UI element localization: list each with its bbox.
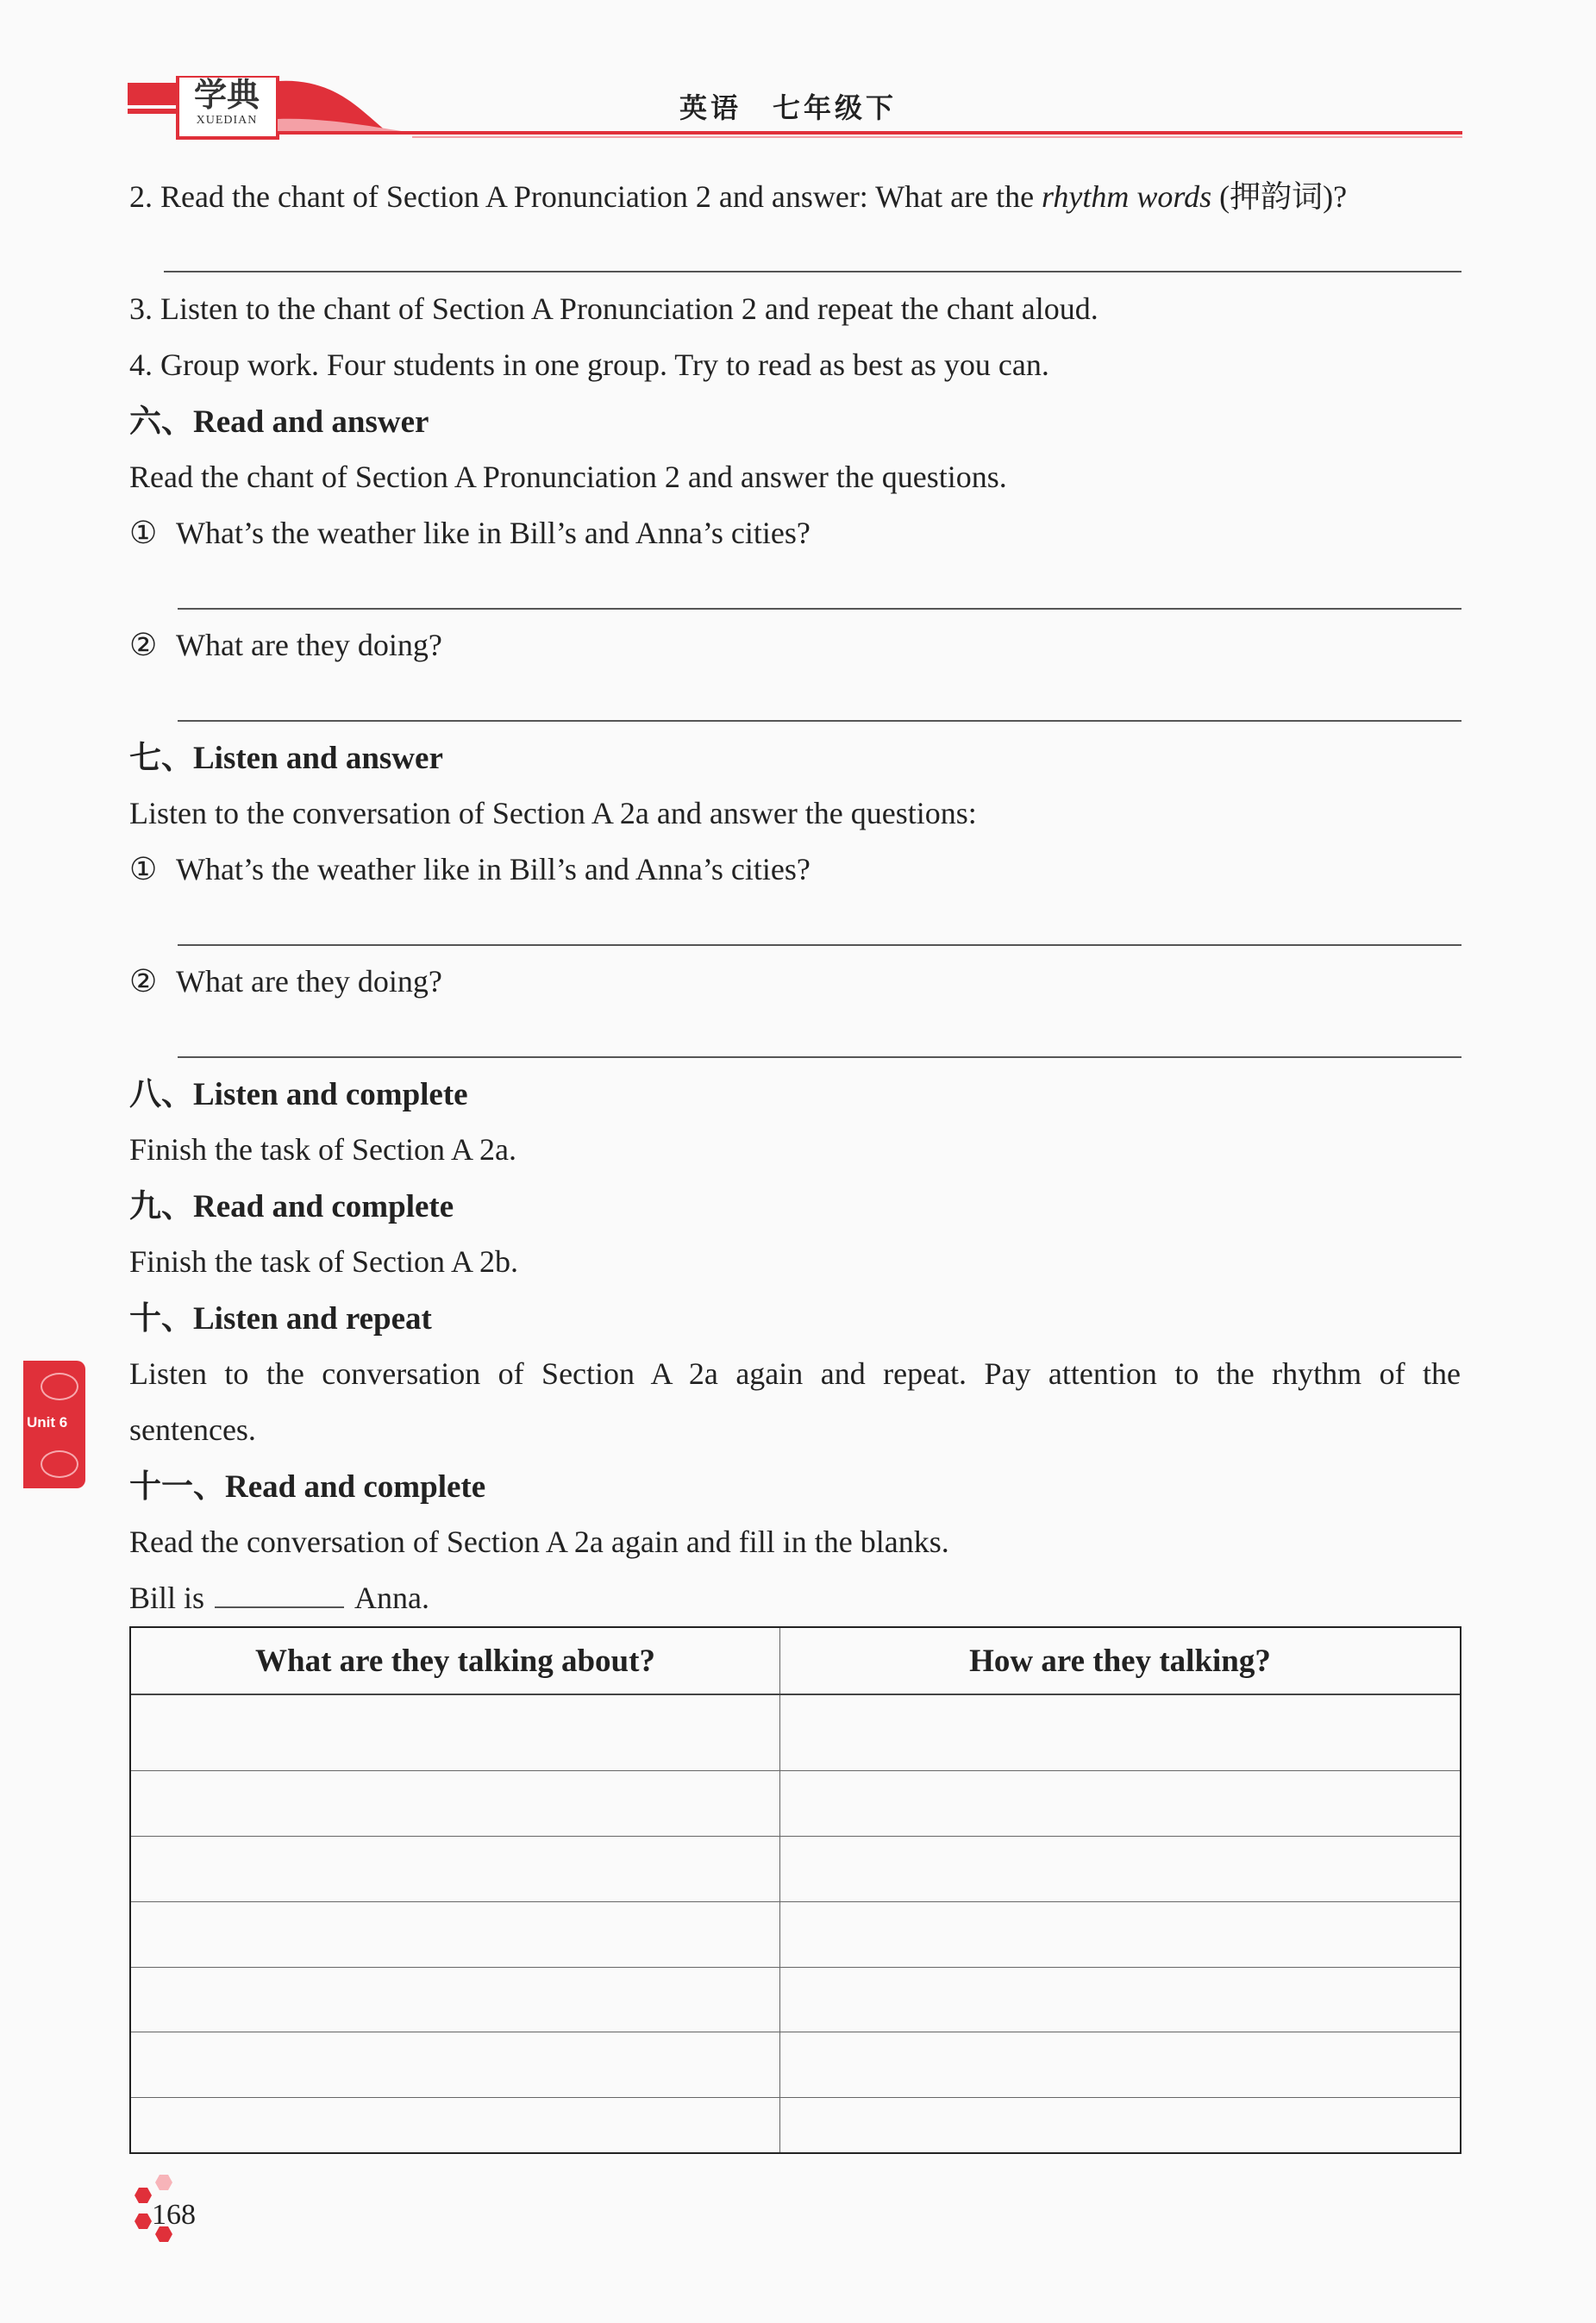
manner-cell[interactable] [780, 1771, 1461, 1837]
manner-cell[interactable] [780, 2032, 1461, 2098]
section-9-instruction: Finish the task of Section A 2b. [129, 1244, 519, 1279]
answer-table [129, 1626, 1461, 2154]
question-4: 4. Group work. Four students in one group. Try to read as best as you can. [129, 348, 1049, 382]
section-11-heading [129, 1467, 485, 1506]
question-number: ② [129, 628, 158, 662]
section-title: Read and answer [193, 404, 429, 440]
section-title: Listen and repeat [193, 1301, 432, 1337]
swirl-ornament-icon [41, 1450, 78, 1478]
table-header-topic: What are they talking about? [131, 1628, 780, 1694]
answer-line[interactable] [178, 720, 1461, 722]
fill-blank[interactable] [215, 1581, 344, 1608]
section-6-heading [129, 402, 429, 441]
blank-prefix: Bill is [129, 1581, 205, 1615]
question-2-text: 2. Read the chant of Section A Pronunciation 2 and answer: What are the [129, 179, 1042, 214]
topic-cell[interactable] [131, 1836, 780, 1901]
section-7-question-2 [129, 962, 442, 1000]
section-title: Listen and answer [193, 741, 443, 776]
section-number: 十、 [129, 1299, 193, 1337]
logo [179, 76, 274, 138]
unit-side-tab [23, 1361, 85, 1488]
topic-cell[interactable] [131, 2032, 780, 2098]
topic-cell[interactable] [131, 1694, 780, 1771]
topic-cell[interactable] [131, 2098, 780, 2152]
page-number: 168 [152, 2199, 196, 2231]
question-number: ② [129, 964, 158, 999]
answer-line[interactable] [178, 1056, 1461, 1058]
section-6-question-1 [129, 514, 811, 552]
section-10-instruction-line-2: sentences. [129, 1412, 256, 1447]
question-3: 3. Listen to the chant of Section A Pronunciation 2 and repeat the chant aloud. [129, 291, 1098, 326]
table-row [131, 1771, 1460, 1837]
blank-suffix: Anna. [354, 1581, 430, 1615]
section-title: Listen and complete [193, 1077, 468, 1112]
manner-cell[interactable] [780, 1836, 1461, 1901]
table-header-row [131, 1628, 1460, 1694]
table-row [131, 1901, 1460, 1967]
section-10-instruction-line-1: Listen to the conversation of Section A 2a again and repeat. Pay attention to the rhythm of the [129, 1356, 1461, 1391]
section-number: 九、 [129, 1187, 193, 1224]
manner-cell[interactable] [780, 1901, 1461, 1967]
section-number: 六、 [129, 402, 193, 440]
question-2-italic: rhythm words [1042, 179, 1212, 214]
manner-cell[interactable] [780, 2098, 1461, 2152]
section-number: 八、 [129, 1074, 193, 1112]
question-number: ① [129, 852, 158, 886]
page-header [128, 76, 1462, 145]
section-title: Read and complete [225, 1469, 486, 1505]
section-7-instruction: Listen to the conversation of Section A 2a and answer the questions: [129, 796, 977, 830]
manner-cell[interactable] [780, 1694, 1461, 1771]
wing-ornament-icon [41, 1373, 78, 1400]
fill-in-sentence [129, 1579, 429, 1617]
table-row [131, 1967, 1460, 2032]
question-text: What are they doing? [176, 628, 442, 662]
section-6-question-2 [129, 626, 442, 664]
section-9-heading [129, 1187, 454, 1226]
section-title: Read and complete [193, 1189, 454, 1224]
section-7-question-1 [129, 850, 811, 888]
logo-chinese: 学典 [193, 75, 260, 114]
answer-line[interactable] [178, 944, 1461, 946]
hexagon-ornament-icon [155, 2175, 172, 2190]
section-number: 十一、 [129, 1467, 225, 1505]
section-10-heading [129, 1299, 432, 1338]
table-row [131, 2098, 1460, 2152]
hexagon-ornament-icon [135, 2188, 152, 2203]
hexagon-ornament-icon [135, 2213, 152, 2229]
table-row [131, 1836, 1460, 1901]
question-text: What’s the weather like in Bill’s and Anna’s cities? [176, 516, 811, 550]
question-2-tail: (押韵词)? [1211, 179, 1348, 214]
section-8-heading [129, 1074, 468, 1114]
answer-line[interactable] [164, 271, 1461, 272]
question-number: ① [129, 516, 158, 550]
subject-grade-title: 英语 七年级下 [679, 91, 898, 124]
section-number: 七、 [129, 738, 193, 776]
topic-cell[interactable] [131, 1901, 780, 1967]
answer-line[interactable] [178, 608, 1461, 610]
question-2 [129, 178, 1347, 216]
section-7-heading [129, 738, 443, 778]
manner-cell[interactable] [780, 1967, 1461, 2032]
logo-english: XUEDIAN [196, 114, 258, 127]
section-11-instruction: Read the conversation of Section A 2a again and fill in the blanks. [129, 1525, 949, 1559]
question-text: What’s the weather like in Bill’s and Anna’s cities? [176, 852, 811, 886]
topic-cell[interactable] [131, 1771, 780, 1837]
table-header-manner: How are they talking? [780, 1628, 1461, 1694]
table-row [131, 2032, 1460, 2098]
section-8-instruction: Finish the task of Section A 2a. [129, 1132, 516, 1167]
section-6-instruction: Read the chant of Section A Pronunciation 2 and answer the questions. [129, 460, 1007, 494]
question-text: What are they doing? [176, 964, 442, 999]
unit-label: Unit 6 [27, 1414, 68, 1431]
table-row [131, 1694, 1460, 1771]
topic-cell[interactable] [131, 1967, 780, 2032]
